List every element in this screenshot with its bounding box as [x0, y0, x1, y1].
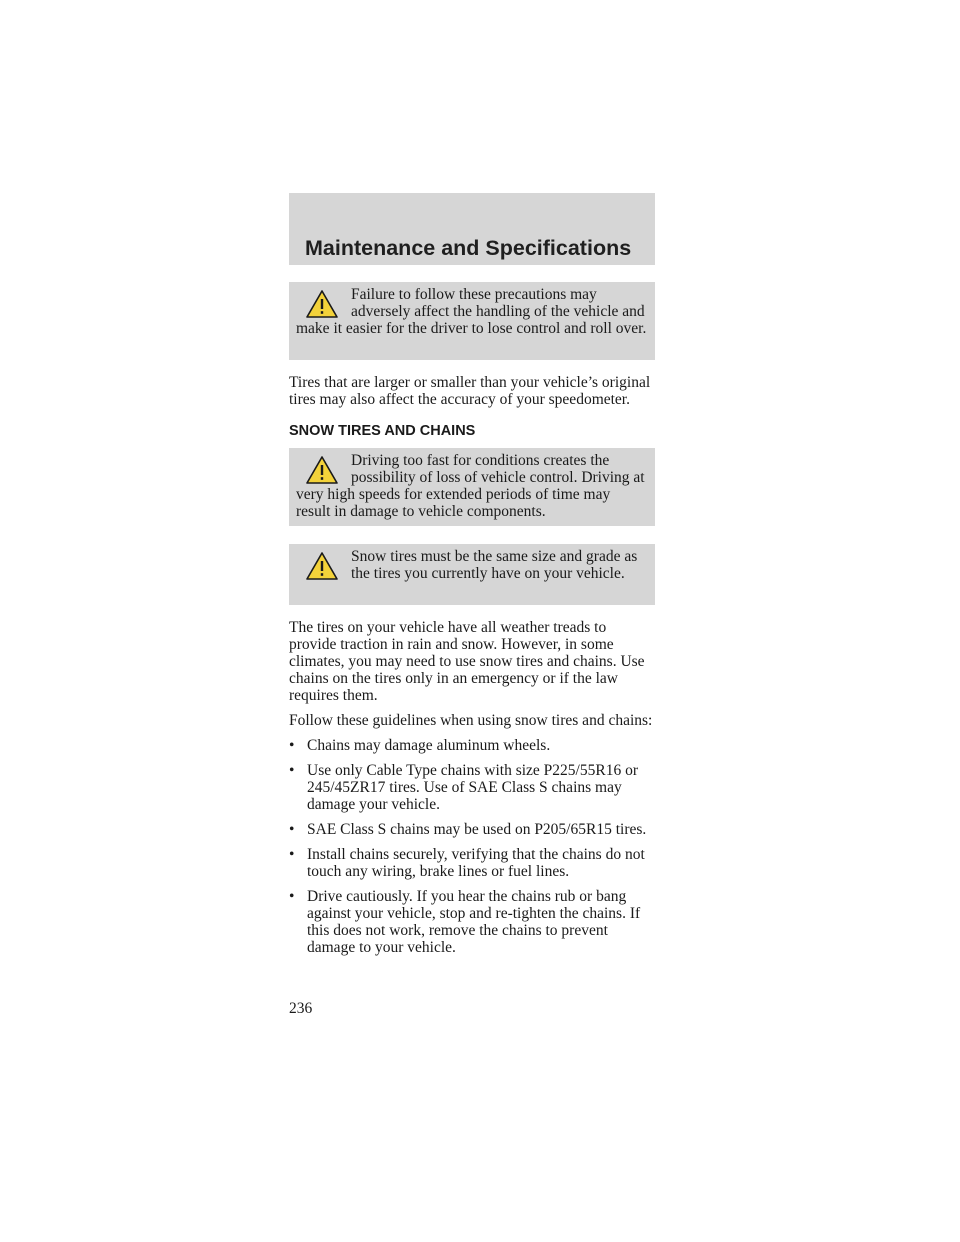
bullet-marker: •	[289, 762, 295, 779]
bullet-item	[289, 737, 655, 754]
warning-box-speed	[289, 448, 655, 526]
bullet-marker: •	[289, 821, 295, 838]
bullet-marker: •	[289, 888, 295, 905]
bullet-text: Drive cautiously. If you hear the chains rub or bang against your vehicle, stop and re-tighten the chains. If this does not work, remove the chains to prevent damage to your vehicle.	[307, 888, 641, 956]
section-header-title: Maintenance and Specifications	[305, 236, 632, 260]
bullet-marker: •	[289, 737, 295, 754]
paragraph-tire-size: Tires that are larger or smaller than your vehicle’s original tires may also affect the accuracy of your speedometer.	[289, 374, 651, 408]
warning-text: Driving too fast for conditions creates the possibility of loss of vehicle control. Driving at very high speeds for extended periods of time may result in damage to vehicle components.	[296, 452, 645, 520]
bullet-item	[289, 846, 655, 880]
bullet-text: Use only Cable Type chains with size P225/55R16 or 245/45ZR17 tires. Use of SAE Class S chains may damage your vehicle.	[307, 762, 638, 813]
warning-text: Failure to follow these precautions may adversely affect the handling of the vehicle and make it easier for the driver to lose control and roll over.	[296, 286, 647, 337]
bullet-text: Chains may damage aluminum wheels.	[307, 737, 551, 754]
bullet-marker: •	[289, 846, 295, 863]
warning-box-precautions	[289, 282, 655, 360]
page-content	[289, 282, 655, 956]
bullet-item	[289, 821, 655, 838]
bullet-text: SAE Class S chains may be used on P205/65R15 tires.	[307, 821, 647, 838]
page-number: 236	[289, 1000, 313, 1017]
bullet-text: Install chains securely, verifying that the chains do not touch any wiring, brake lines or fuel lines.	[307, 846, 645, 880]
warning-box-snow-tires	[289, 544, 655, 605]
section-header-band	[289, 193, 655, 265]
paragraph-all-weather: The tires on your vehicle have all weather treads to provide traction in rain and snow. However, in some climates, you may need to use snow tires and chains. Use chains on the tires only in an emergency or if the law requires them.	[289, 619, 645, 704]
paragraph-guidelines-intro: Follow these guidelines when using snow tires and chains:	[289, 712, 653, 729]
bullet-item	[289, 762, 655, 813]
warning-triangle-icon	[305, 289, 339, 319]
warning-text: Snow tires must be the same size and grade as the tires you currently have on your vehicle.	[351, 548, 638, 582]
warning-triangle-icon	[305, 551, 339, 581]
section-title-snow-tires: SNOW TIRES AND CHAINS	[289, 423, 476, 439]
bullet-item	[289, 888, 655, 956]
warning-triangle-icon	[305, 455, 339, 485]
